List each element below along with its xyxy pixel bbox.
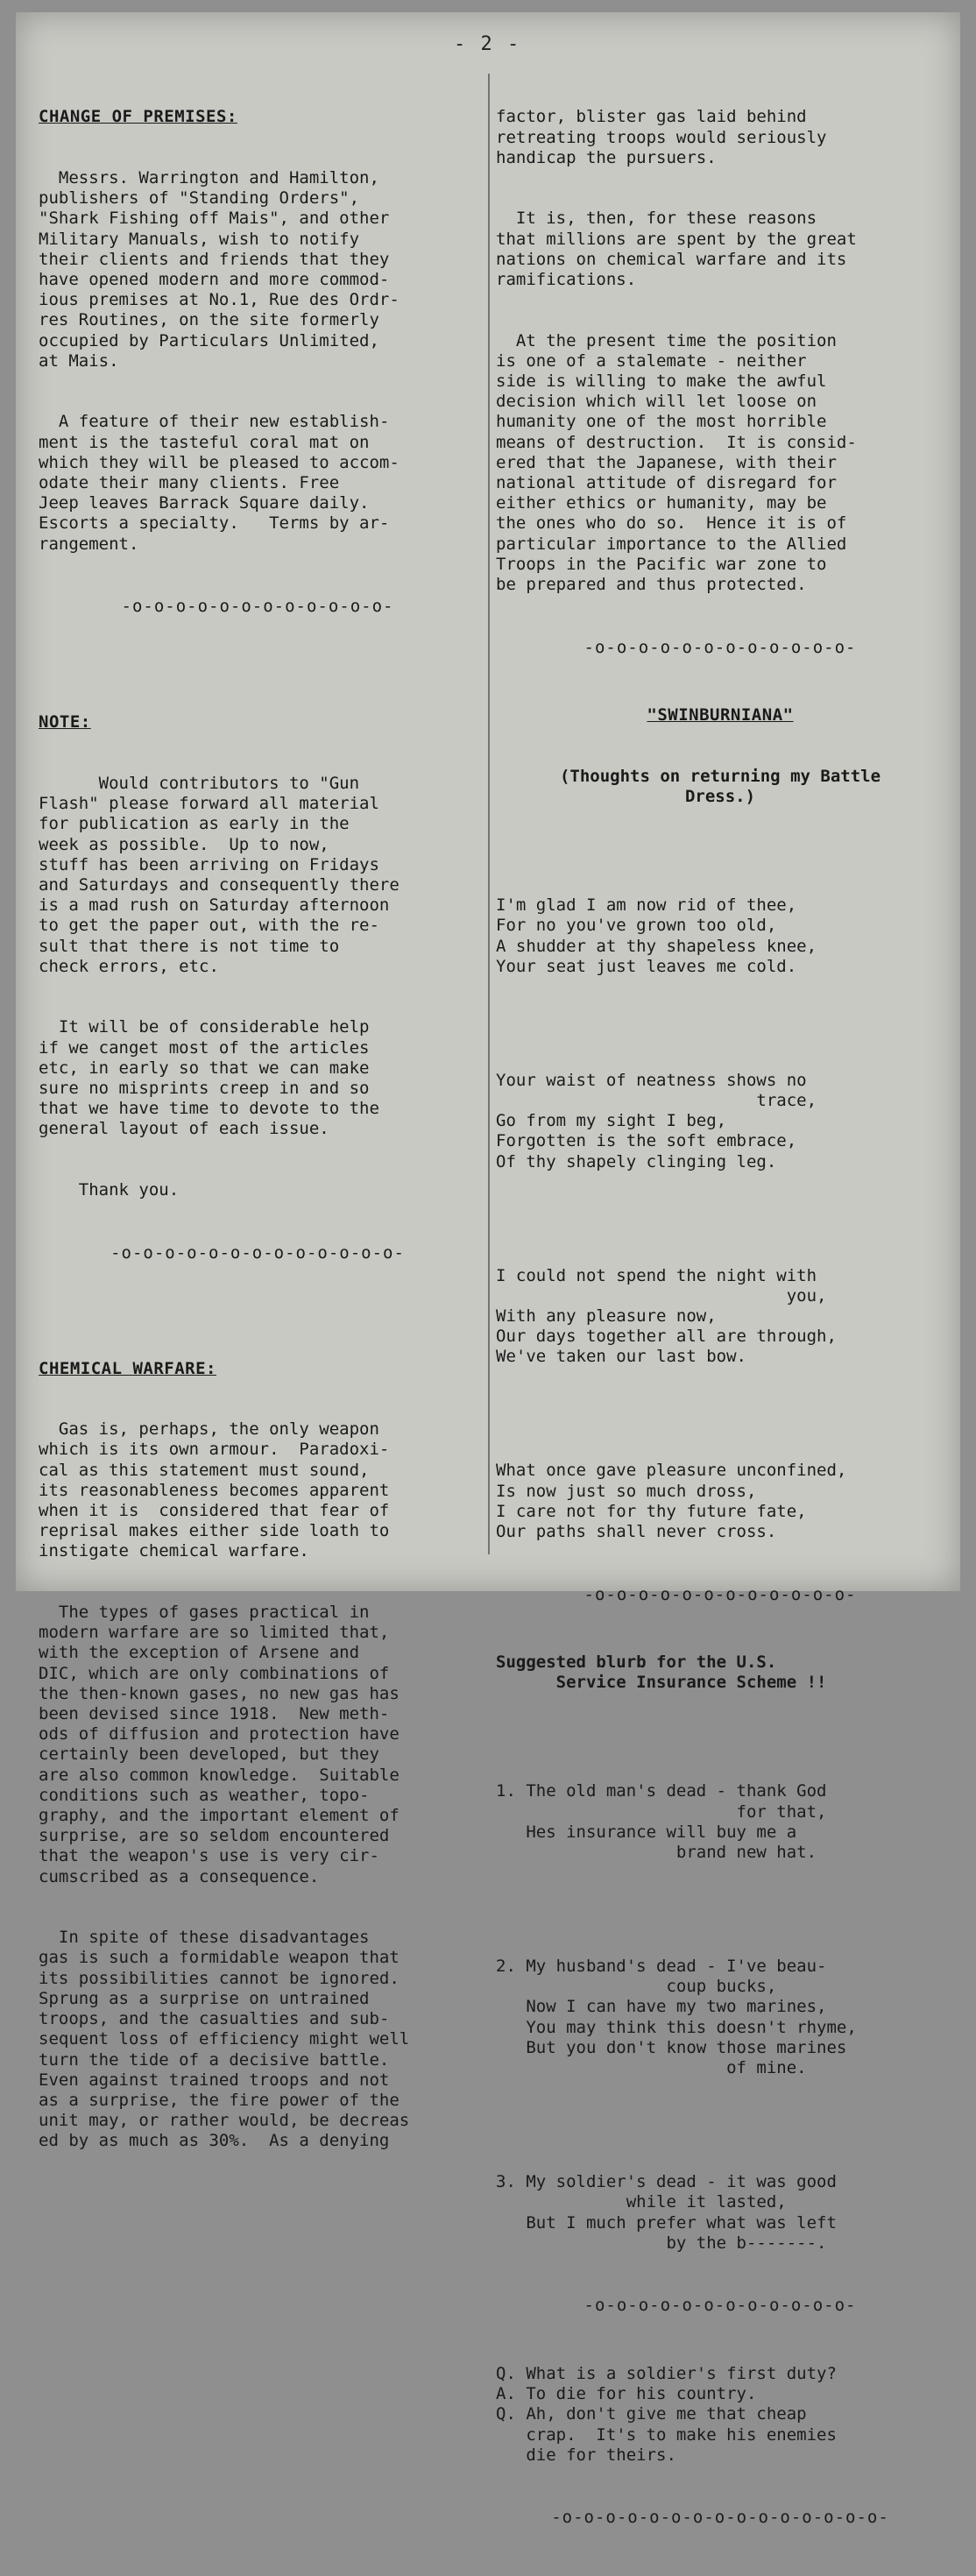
- premises-heading: CHANGE OF PREMISES:: [39, 107, 237, 127]
- poem-stanza-1: I'm glad I am now rid of thee, For no you've grown too old, A shudder at thy shapeless knee, Your seat just leaves me cold.: [496, 895, 817, 976]
- blurb-title: Suggested blurb for the U.S. Service Insurance Scheme !!: [496, 1652, 827, 1693]
- note-paragraph-2: It will be of considerable help if we canget most of the articles etc, in early so that we can make sure no misprints creep in and so that we have time to devote to the general layout of each issue.: [39, 1017, 379, 1139]
- blurb-item-2: 2. My husband's dead - I've beau- coup bucks, Now I can have my two marines, You may think this doesn't rhyme, But you don't know those marines of mine.: [496, 1957, 857, 2078]
- question-answer-joke: Q. What is a soldier's first duty? A. To die for his country. Q. Ah, don't give me that cheap crap. It's to make his enemies die for theirs.: [496, 2363, 837, 2465]
- note-paragraph-3: Thank you.: [39, 1179, 180, 1200]
- chemical-warfare-heading: CHEMICAL WARFARE:: [39, 1358, 216, 1378]
- chemical-paragraph-4: factor, blister gas laid behind retreating troops would seriously handicap the pursuers.: [496, 107, 827, 167]
- blurb-item-3: 3. My soldier's dead - it was good while it lasted, But I much prefer what was left by the b-------.: [496, 2172, 837, 2253]
- separator: -o-o-o-o-o-o-o-o-o-o-o-o-: [121, 597, 394, 617]
- poem-title: "SWINBURNIANA": [647, 705, 794, 725]
- poem-stanza-2: Your waist of neatness shows no trace, Go from my sight I beg, Forgotten is the soft embrace, Of thy shapely clinging leg.: [496, 1070, 817, 1171]
- page-number: - 2 -: [454, 33, 521, 55]
- chemical-paragraph-3: In spite of these disadvantages gas is such a formidable weapon that its possibilities cannot be ignored. Sprung as a surprise on untrained troops, and the casualties and sub- sequent loss of efficiency might well turn the tide of a decisive battle. Even against trained troops and not as a surprise, the fire power of the unit may, or rather would, be decreas ed by as much as 30%. As a denying: [39, 1928, 410, 2151]
- chemical-paragraph-1: Gas is, perhaps, the only weapon which is its own armour. Paradoxi- cal as this statement must sound, its reasonableness becomes apparent when it is considered that fear of reprisal makes either side loath to instigate chemical warfare.: [39, 1419, 390, 1561]
- poem-subtitle: (Thoughts on returning my Battle Dress.): [559, 766, 881, 807]
- separator: -o-o-o-o-o-o-o-o-o-o-o-o-o-: [110, 1242, 405, 1263]
- chemical-paragraph-6: At the present time the position is one of a stalemate - neither side is willing to make the awful decision which will let loose on humanity one of the most horrible means of destruction. It is consid- ered that the Japanese, with their national attitude of disregard for either ethics or humanity, may be the ones who do so. Hence it is of particular importance to the Allied Troops in the Pacific war zone to be prepared and thus protected.: [496, 330, 857, 595]
- note-heading: NOTE:: [39, 712, 91, 732]
- poem-stanza-3: I could not spend the night with you, With any pleasure now, Our days together all are through, We've taken our last bow.: [496, 1265, 837, 1367]
- left-column: [39, 67, 477, 2192]
- separator: -o-o-o-o-o-o-o-o-o-o-o-o-: [583, 2296, 857, 2316]
- column-divider: [488, 74, 490, 1554]
- note-paragraph-1: Would contributors to "Gun Flash" please forward all material for publication as early in the week as possible. Up to now, stuff has been arriving on Fridays and Saturdays and consequently there is a mad rush on Saturday afternoon to get the paper out, with the re- sult that there is not time to check errors, etc.: [39, 773, 400, 976]
- right-column: [496, 67, 944, 2576]
- premises-paragraph-1: Messrs. Warrington and Hamilton, publishers of "Standing Orders", "Shark Fishing off Mais", and other Military Manuals, wish to notify their clients and friends that they have opened modern and more commod- ious premises at No.1, Rue des Ordr- res Routines, on the site formerly occupied by Particulars Unlimited, at Mais.: [39, 168, 400, 371]
- chemical-paragraph-2: The types of gases practical in modern warfare are so limited that, with the exception of Arsene and DIC, which are only combinations of the then-known gases, no new gas has been devised since 1918. New meth- ods of diffusion and protection have certainly been developed, but they are also common knowledge. Suitable conditions such as weather, topo- graphy, and the important element of surprise, are so seldom encountered that the weapon's use is very cir- cumscribed as a consequence.: [39, 1603, 400, 1886]
- newsletter-page: [16, 12, 960, 2528]
- separator: -o-o-o-o-o-o-o-o-o-o-o-o-: [583, 637, 857, 657]
- separator: -o-o-o-o-o-o-o-o-o-o-o-o-o-o-o-: [551, 2508, 889, 2528]
- chemical-paragraph-5: It is, then, for these reasons that millions are spent by the great nations on chemical warfare and its ramifications.: [496, 209, 857, 290]
- blurb-item-1: 1. The old man's dead - thank God for that, Hes insurance will buy me a brand new hat.: [496, 1781, 827, 1863]
- separator: -o-o-o-o-o-o-o-o-o-o-o-o-: [583, 1584, 857, 1604]
- poem-stanza-4: What once gave pleasure unconfined, Is now just so much dross, I care not for thy future fate, Our paths shall never cross.: [496, 1461, 847, 1542]
- premises-paragraph-2: A feature of their new establish- ment is the tasteful coral mat on which they will be pleased to accom- odate their many clients. Free Jeep leaves Barrack Square daily. Escorts a specialty. Terms by ar- rangement.: [39, 412, 400, 554]
